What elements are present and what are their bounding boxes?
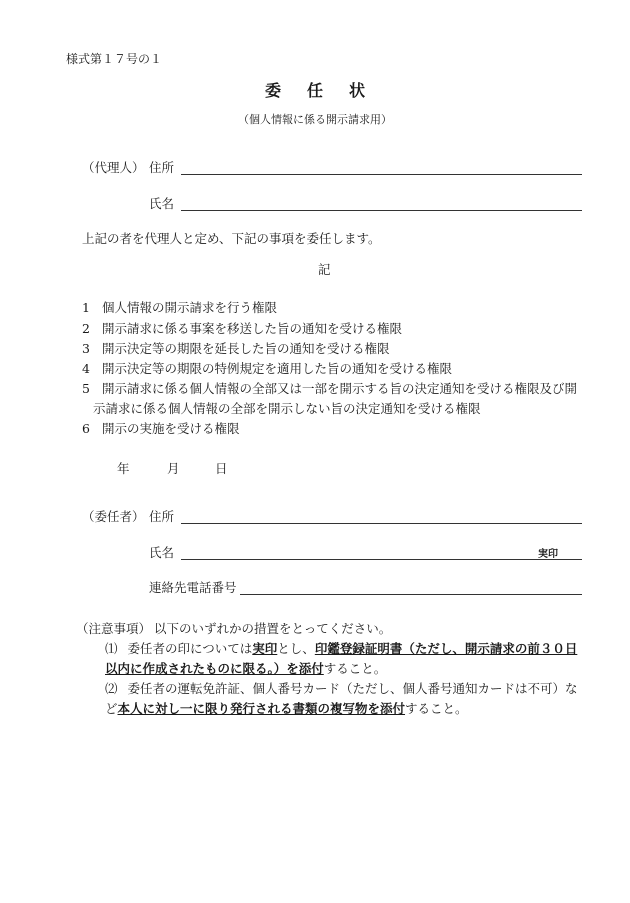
list-item: 3 開示決定等の期限を延長した旨の通知を受ける権限: [82, 341, 390, 356]
principal-name-field[interactable]: [181, 559, 582, 560]
date-day-label: 日: [215, 461, 228, 476]
list-item: 5 開示請求に係る個人情報の全部又は一部を開示する旨の決定通知を受ける権限及び開: [82, 381, 578, 396]
note-2-line-1: ⑵ 委任者の運転免許証、個人番号カード（ただし、個人番号通知カードは不可）な: [105, 681, 578, 696]
principal-address-field[interactable]: [181, 523, 582, 524]
agent-name-field[interactable]: [181, 210, 582, 211]
list-item-continuation: 示請求に係る個人情報の全部を開示しない旨の決定通知を受ける権限: [93, 401, 481, 416]
principal-heading: （委任者）: [82, 509, 145, 524]
agent-heading: （代理人）: [82, 160, 145, 175]
seal-label: 実印: [538, 549, 558, 560]
document-title: 委任状: [264, 81, 391, 100]
ki-heading: 記: [318, 262, 331, 277]
note-2-line-2: ど本人に対し一に限り発行される書類の複写物を添付すること。: [105, 701, 468, 716]
list-item: 6 開示の実施を受ける権限: [82, 421, 240, 436]
list-item: 4 開示決定等の期限の特例規定を適用した旨の通知を受ける権限: [82, 361, 453, 376]
principal-name-label: 氏名: [149, 545, 175, 560]
notes-intro: 以下のいずれかの措置をとってください。: [154, 621, 392, 636]
list-item: 1 個人情報の開示請求を行う権限: [82, 300, 278, 315]
note-1-line-2: 以内に作成されたものに限る。）を添付すること。: [105, 661, 387, 676]
phone-label: 連絡先電話番号: [149, 580, 237, 595]
notes-heading: （注意事項）: [76, 621, 152, 636]
phone-field[interactable]: [240, 594, 582, 595]
agent-address-label: 住所: [149, 160, 175, 175]
date-month-label: 月: [167, 461, 180, 476]
principal-address-label: 住所: [149, 509, 175, 524]
note-1-line-1: ⑴ 委任者の印については実印とし、印鑑登録証明書（ただし、開示請求の前３０日: [105, 641, 578, 656]
document-subtitle: （個人情報に係る開示請求用）: [238, 113, 392, 126]
agent-address-field[interactable]: [181, 174, 582, 175]
date-year-label: 年: [117, 461, 130, 476]
list-item: 2 開示請求に係る事案を移送した旨の通知を受ける権限: [82, 321, 403, 336]
form-number: 様式第１７号の１: [66, 52, 163, 66]
agent-name-label: 氏名: [149, 196, 175, 211]
intro-text: 上記の者を代理人と定め、下記の事項を委任します。: [82, 231, 381, 246]
